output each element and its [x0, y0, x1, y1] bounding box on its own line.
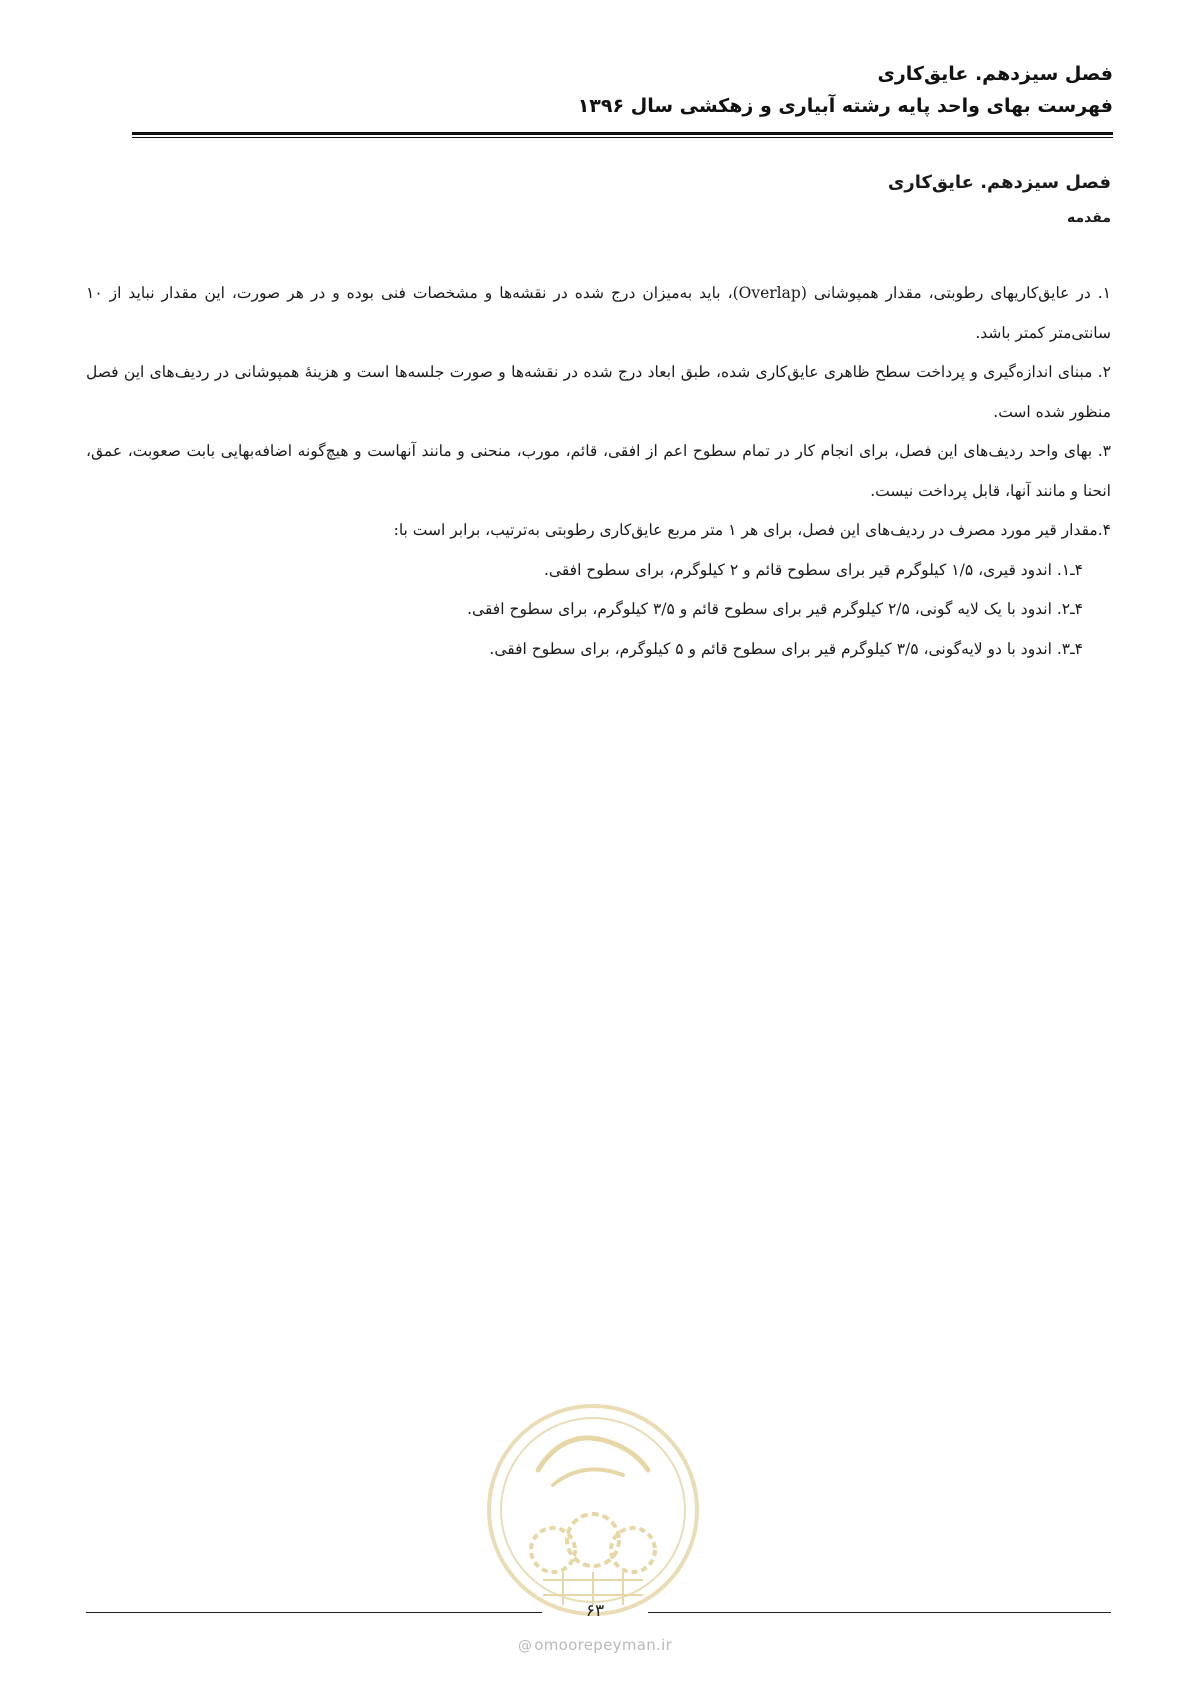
page-header — [130, 58, 1113, 122]
paragraph-1: ۱. در عایق‌کاریهای رطوبتی، مقدار همپوشانی (Overlap)، باید به‌میزان درج شده در نقشه‌ها و مشخصات فنی بوده و در هر صورت، این مقدار نباید از ۱۰ سانتی‌متر کمتر باشد. — [86, 284, 1111, 342]
section-subtitle: مقدمه — [1067, 210, 1111, 226]
paragraph-4-1: ۴ـ۱. اندود قیری، ۱/۵ کیلوگرم قیر برای سطوح قائم و ۲ کیلوگرم، برای سطوح افقی. — [543, 560, 1083, 579]
header-chapter-title: فصل سیزدهم. عایق‌کاری — [877, 63, 1113, 85]
paragraph-4-3: ۴ـ۳. اندود با دو لایه‌گونی، ۳/۵ کیلوگرم قیر برای سطوح قائم و ۵ کیلوگرم، برای سطوح افقی. — [489, 639, 1083, 658]
seal-logo — [483, 1400, 703, 1620]
paragraph-3: ۳. بهای واحد ردیف‌های این فصل، برای انجام کار در تمام سطوح اعم از افقی، قائم، مورب، منحنی و مانند آنهاست و هیچ‌گونه اضافه‌بهایی بابت صعوبت، عمق، انحنا و مانند آنها، قابل پرداخت نیست. — [86, 442, 1111, 500]
paragraph-2: ۲. مبنای اندازه‌گیری و پرداخت سطح ظاهری عایق‌کاری شده، طبق ابعاد درج شده در نقشه‌ها و صورت جلسه‌ها است و هزینهٔ همپوشانی در ردیف‌های این فصل منظور شده است. — [86, 363, 1111, 421]
header-rule-thick — [132, 132, 1113, 135]
at-icon: @ — [517, 1638, 533, 1654]
watermark-url — [480, 1636, 710, 1654]
header-rule-thin — [132, 137, 1113, 138]
paragraph-4: ۴.مقدار قیر مورد مصرف در ردیف‌های این فصل، برای هر ۱ متر مربع عایق‌کاری رطوبتی به‌ترتیب، برابر است با: — [393, 521, 1111, 539]
watermark-text: omoorepeyman.ir — [534, 1636, 673, 1654]
header-book-title: فهرست بهای واحد پایه رشته آبیاری و زهکشی سال ۱۳۹۶ — [577, 95, 1113, 117]
footer-rule-right — [648, 1612, 1111, 1613]
paragraph-4-2: ۴ـ۲. اندود با یک لایه گونی، ۲/۵ کیلوگرم قیر برای سطوح قائم و ۳/۵ کیلوگرم، برای سطوح افقی. — [467, 600, 1083, 618]
footer-rule-left — [86, 1612, 542, 1613]
body-text — [86, 274, 1111, 669]
section-title: فصل سیزدهم. عایق‌کاری — [887, 172, 1111, 193]
page-number: ۶۳ — [585, 1601, 605, 1621]
